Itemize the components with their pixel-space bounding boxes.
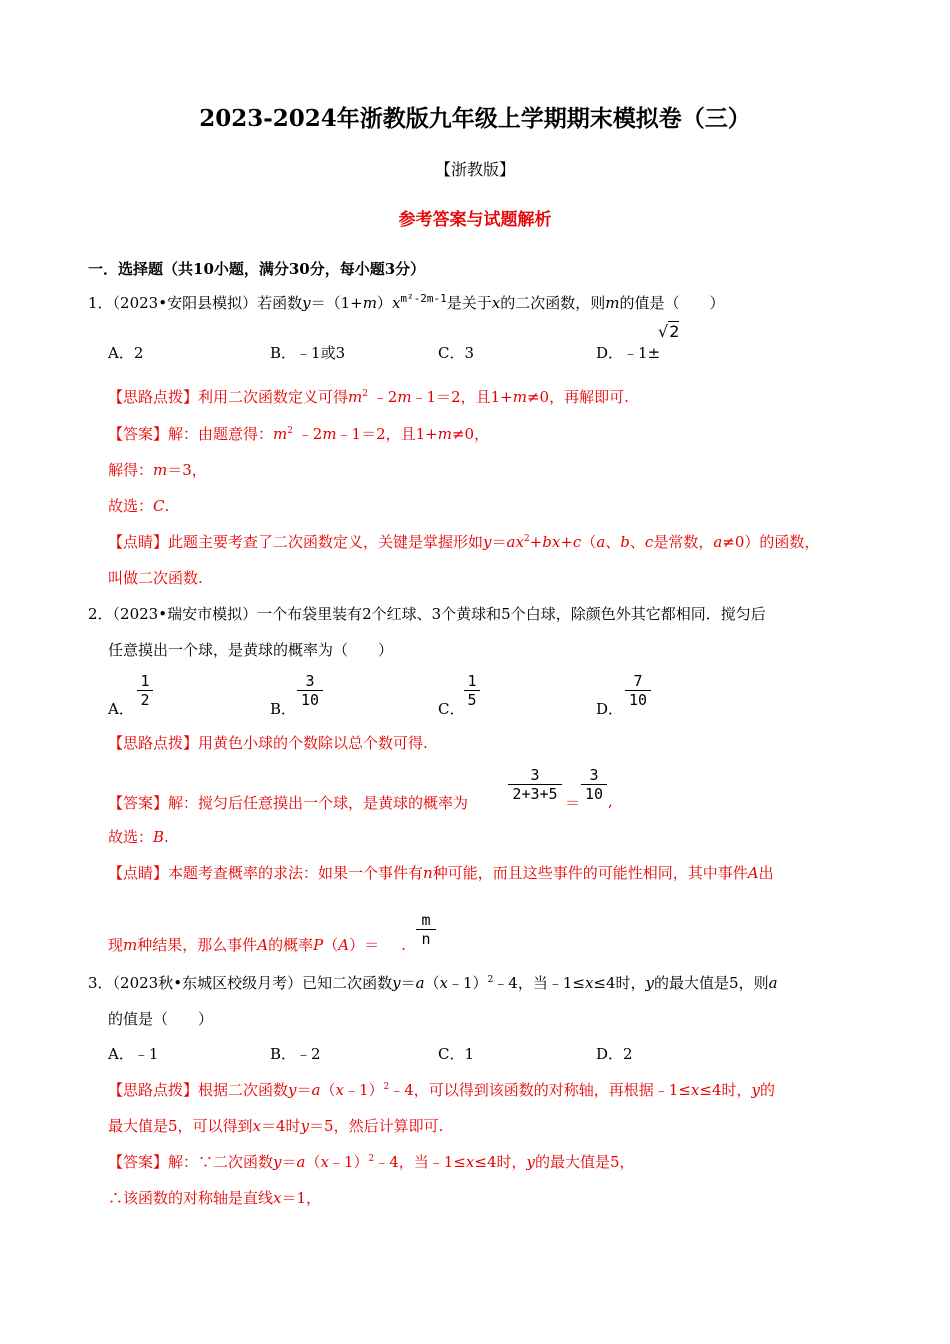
- q1-sqrt: √2: [658, 322, 680, 341]
- q1-comment-2: 叫做二次函数.: [108, 569, 203, 587]
- question-3-stem: 3．（2023秋•东城区校级月考）已知二次函数y＝a（x﹣1）$^2$﹣4，当﹣1≤x≤4时，y的最大值是5，则a: [88, 974, 778, 992]
- q2-comment-2: 现m种结果，那么事件A的概率P（A）＝ .: [108, 936, 406, 954]
- q2-option-b: B．: [270, 700, 297, 718]
- q1-option-d: D．﹣1±: [596, 344, 661, 362]
- q3-option-c: C．1: [438, 1045, 475, 1063]
- q1-option-a: A．2: [108, 344, 144, 362]
- q1-solve: 解得：m＝3，: [108, 461, 207, 479]
- q3-hint: 【思路点拨】根据二次函数y＝a（x﹣1）$^2$﹣4，可以得到该函数的对称轴，再根据﹣1≤x≤4时，y的: [108, 1081, 776, 1099]
- edition-label: 【浙教版】: [434, 160, 515, 179]
- question-2-stem-2: 任意摸出一个球，是黄球的概率为（ ）: [108, 641, 394, 659]
- q2-option-c: C．: [438, 700, 465, 718]
- q2-option-a-fraction: $\frac{1}{2}$: [137, 672, 153, 709]
- q1-option-b: B．﹣1或3: [270, 344, 346, 362]
- q1-answer: 【答案】解：由题意得：$m^2$ ﹣2m﹣1＝2，且1+m≠0，: [108, 425, 490, 443]
- q1-option-c: C．3: [438, 344, 475, 362]
- q2-choice: 故选：B.: [108, 828, 169, 846]
- question-2-stem: 2．（2023•瑞安市模拟）一个布袋里装有2个红球、3个黄球和5个白球，除颜色外其它都相同．搅匀后: [88, 605, 766, 623]
- q2-option-a: A．: [108, 700, 134, 718]
- q1-hint: 【思路点拨】利用二次函数定义可得$m^2$ ﹣2m﹣1＝2，且1+m≠0，再解即可.: [108, 388, 629, 406]
- q3-answer-2: ∴该函数的对称轴是直线x＝1，: [108, 1189, 322, 1207]
- q2-answer-fraction-2: $\frac{3}{10}$: [581, 766, 607, 803]
- page-title: 2023-2024年浙教版九年级上学期期末模拟卷（三）: [199, 105, 751, 132]
- q2-answer-end: ,: [608, 792, 613, 810]
- q2-equals: ＝: [565, 794, 581, 812]
- section-heading: 一．选择题（共10小题，满分30分，每小题3分）: [88, 260, 426, 278]
- question-3-stem-2: 的值是（ ）: [108, 1010, 214, 1028]
- q3-option-b: B．﹣2: [270, 1045, 321, 1063]
- q2-answer: 【答案】解：搅匀后任意摸出一个球，是黄球的概率为: [108, 794, 469, 812]
- q2-answer-fraction-1: $\frac{3}{2+3+5}$: [508, 766, 562, 803]
- q2-comment: 【点睛】本题考查概率的求法：如果一个事件有n种可能，而且这些事件的可能性相同，其中事件A出: [108, 864, 774, 882]
- q2-option-d: D．: [596, 700, 624, 718]
- question-1-stem: 1．（2023•安阳县模拟）若函数$y=(1+m)x^{m^2-2m-1}$是关于x的二次函数，则m的值是（ ）: [88, 292, 725, 312]
- q2-option-b-fraction: $\frac{3}{10}$: [297, 672, 323, 709]
- answer-subtitle: 参考答案与试题解析: [398, 210, 552, 230]
- q3-option-a: A．﹣1: [108, 1045, 159, 1063]
- q2-option-d-fraction: $\frac{7}{10}$: [625, 672, 651, 709]
- q1-comment: 【点睛】此题主要考查了二次函数定义，关键是掌握形如$y=ax^2+bx+c(a$、b、c是常数，a≠0）的函数，: [108, 533, 820, 551]
- q1-choice: 故选：C.: [108, 497, 170, 515]
- q2-probability-fraction: $\frac{m}{n}$: [416, 911, 436, 948]
- q3-option-d: D．2: [596, 1045, 633, 1063]
- q3-answer: 【答案】解：∵二次函数y＝a（x﹣1）$^2$﹣4，当﹣1≤x≤4时，y的最大值是5，: [108, 1153, 635, 1171]
- q3-hint-2: 最大值是5，可以得到x＝4时y＝5，然后计算即可.: [108, 1117, 444, 1135]
- q2-option-c-fraction: $\frac{1}{5}$: [464, 672, 480, 709]
- q2-hint: 【思路点拨】用黄色小球的个数除以总个数可得.: [108, 734, 428, 752]
